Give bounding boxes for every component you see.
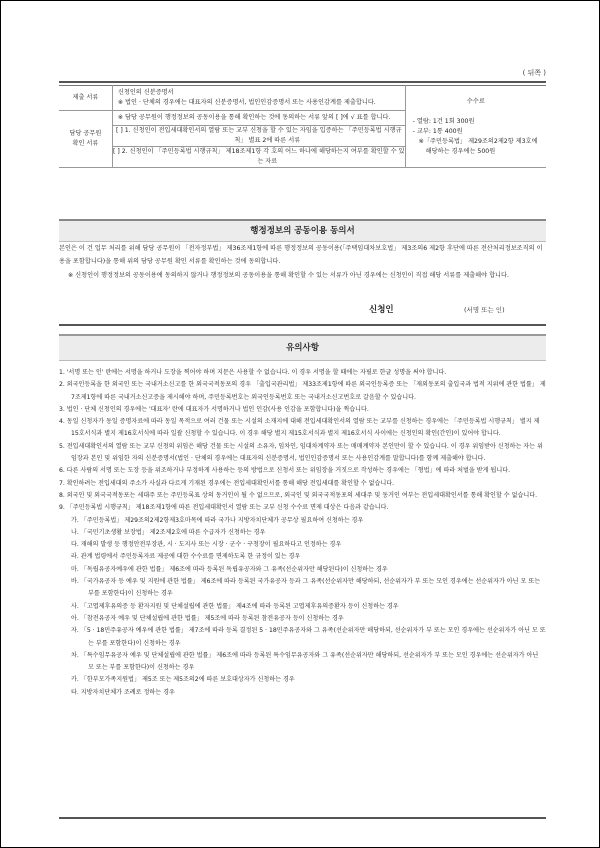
submit-docs-line1: 신청인의 신분증명서 [117, 89, 174, 96]
officer-doc-item-2-cell [112, 147, 405, 168]
officer-doc-item-2-checkbox[interactable]: [ ] [112, 148, 120, 155]
note-sub-item: 나. 「국민기초생활 보장법」 제2조제2호에 따른 수급자가 신청하는 경우 [71, 528, 266, 536]
note-sub-item: 카. 「한부모가족지원법」 제5조 또는 제5조의2에 따른 보호대상자가 신청하는 경우 [71, 676, 295, 684]
officer-doc-item-1-line [113, 126, 405, 146]
notes-list [59, 367, 546, 699]
officer-doc-item-1-checkbox[interactable]: [ ] [116, 127, 123, 134]
applicant-label: 신청인 [369, 305, 394, 315]
note-item: 3. 법인 · 단체 신청인의 경우에는 '대표자' 란에 대표자가 서명하거나 법인 인감(사용 인감을 포함합니다)을 찍습니다. [59, 405, 369, 413]
note-sub-item: 아. 「참전유공자 예우 및 단체설립에 관한 법률」 제5조에 따라 등록된 참전유공자 등이 신청하는 경우 [71, 614, 344, 622]
bottom-divider [59, 817, 546, 819]
note-sub-item: 가. 「주민등록법」 제29조의2제2항제3호마목에 따라 국가나 지방자치단체가 공무상 필요하여 신청하는 경우 [71, 516, 364, 524]
fee-note: ※「주민등록법」 제29조의2제2항 제3호에 해당하는 경우에는 500원 [418, 137, 538, 155]
note-item: 7. 확인하려는 전입세대의 주소가 사실과 다르게 기재된 경우에는 전입세대확인서를 통해 해당 전입세대를 확인할 수 없습니다. [59, 479, 395, 487]
fee-title: 수수료 [466, 97, 485, 105]
officer-doc-item-1-text: 1. 신청인이 전입세대확인서의 열람 또는 교부 신청을 할 수 있는 자임을 입증하는 「주민등록법 시행규칙」 별표 2에 따른 서류 [124, 127, 402, 144]
consent-note: ※ 신청인이 행정정보의 공동이용에 동의하지 않거나 행정정보의 공동이용을 통해 확인할 수 있는 서류가 아닌 경우에는 신청인이 직접 해당 서류를 제출해야 합니다. [68, 272, 509, 279]
note-item: 1. '서명 또는 인' 란에는 서명을 하거나 도장을 찍어야 하며 지문은 사용할 수 없습니다. 이 경우 서명을 할 때에는 자필로 한글 성명을 써야 합니다. [59, 369, 447, 376]
submit-docs-note: ※ 법인 · 단체의 경우에는 대표자의 신분증명서, 법인인감증명서 또는 사용인감계를 제출합니다. [117, 99, 376, 106]
note-sub-item: 타. 지방자치단체가 조례로 정하는 경우 [71, 688, 175, 696]
notes-title: 유의사항 [59, 334, 546, 361]
note-sub-item: 차. 「특수임무유공자 예우 및 단체설립에 관한 법률」 제6조에 따라 등록된 특수임무유공자와 그 유족(선순위자만 해당하되, 선순위자가 부 또는 모인 경우에는 선순위자가 아닌 모 또는 부를 포함한다)이 신청하는 경우 [71, 651, 539, 672]
officer-doc-item-1-cell [112, 126, 405, 147]
note-item: 5. 전입세대확인서의 열람 또는 교부 신청의 위임은 해당 건물 또는 시설의 소유자, 임차인, 임대차계약자 또는 매매계약자 본인만이 할 수 있습니다. 이 경우 위임받아 신청하는 자는 위임장과 본인 및 위임한 자의 신분증명서(법인 · 단체의 경우에는 대표자의 신분증명서, 법인인감증명서 또는 사용인감계를 말합니다)를 함께 제출해야 합니다. [59, 442, 543, 463]
signature-field[interactable]: (서명 또는 인) [464, 306, 505, 314]
submit-docs-content [112, 86, 405, 111]
consent-bottom-divider [59, 324, 546, 326]
consent-title: 행정정보의 공동이용 동의서 [59, 219, 546, 242]
note-sub-item: 라. 관계 법령에서 주민등록자료 제공에 대한 수수료를 면제하도록 한 규정이 있는 경우 [71, 553, 301, 561]
submit-docs-row [59, 86, 546, 111]
note-sub-item: 다. 재해의 발생 등 행정안전부장관, 시 · 도지사 또는 시장 · 군수 · 구청장이 필요하다고 인정하는 경우 [71, 541, 342, 549]
note-item: 9. 「주민등록법 시행규칙」 제18조제1항에 따른 전입세대확인서 열람 또는 교부 신청 수수료 면제 대상은 다음과 같습니다. [59, 504, 389, 512]
fee-issue: - 교부: 1통 400원 [412, 127, 463, 135]
note-sub-item: 사. 「고엽제후유의증 등 환자지원 및 단체설립에 관한 법률」 제4조에 따라 등록된 고엽제후유의증환자 등이 신청하는 경우 [71, 602, 399, 610]
officer-docs-label [59, 111, 112, 168]
officer-doc-item-2-line [113, 147, 405, 167]
submit-docs-label: 제출 서류 [59, 86, 112, 111]
note-sub-item: 마. 「독립유공자예우에 관한 법률」 제6조에 따라 등록된 독립유공자와 그 유족(선순위자만 해당된다)이 신청하는 경우 [71, 565, 388, 573]
back-side-label: ( 뒤쪽 ) [522, 69, 546, 77]
note-item: 8. 외국인 및 외국국적동포는 세대주 또는 주민등록표 상의 동거인이 될 수 없으므로, 외국인 및 외국국적동포의 세대주 및 동거인 여부는 전입세대확인서를 통해 확인할 수 없습니다. [59, 491, 538, 499]
note-item: 4. 동일 신청자가 동일 증명자료에 따라 동일 목적으로 여러 건물 또는 시설의 소재지에 대해 전입세대확인서의 열람 또는 교부를 신청하는 경우에는 「주민등록법 시행규칙」 별지 제15호서식과 별지 제16호서식에 따라 일괄 신청할 수 있습니다. 이 경우 해당 별지 제15호서식과 별지 제16호서식 사이에는 신청인의 확인(간인)이 있어야 합니다. [59, 418, 540, 438]
fee-view: - 열람: 1건 1회 300원 [412, 117, 475, 125]
officer-docs-instruction [112, 111, 405, 126]
officer-docs-label-line2: 확인 서류 [72, 140, 99, 147]
officer-doc-item-2-text: 2. 신청인이 「주민등록법 시행규칙」 제18조제1항 각 호의 어느 하나에 해당하는지 여부를 확인할 수 있는 자료 [121, 148, 405, 165]
consent-section [59, 243, 546, 283]
consent-body-text: 본인은 이 건 업무 처리를 위해 담당 공무원이 「전자정부법」 제36조제1항에 따른 행정정보의 공동이용(「주택임대차보호법」 제3조의6 제2항 후단에 따른 전산처리정보조직의 이용을 포함합니다)을 통해 위의 담당 공무원 확인 서류를 확인하는 것에 동의합니다. [59, 245, 543, 265]
note-item: 6. 다른 사람의 서명 또는 도장 등을 위조하거나 부정하게 사용하는 등의 방법으로 신청서 또는 위임장을 거짓으로 작성하는 경우에는 「형법」에 따라 처벌을 받게 됩니다. [59, 467, 511, 475]
note-item: 2. 외국인등록을 한 외국인 또는 국내거소신고를 한 외국국적동포의 경우 「출입국관리법」 제33조제1항에 따른 외국인등록증 또는 「재외동포의 출입국과 법적 지위에 관한 법률」 제7조제1항에 따른 국내거소신고증을 제시해야 하며, 주민등록번호는 외국인등록번호 또는 국내거소신고번호로 갈음할 수 있습니다. [59, 381, 546, 401]
note-sub-item: 바. 「국가유공자 등 예우 및 지원에 관한 법률」 제6조에 따라 등록된 국가유공자 등과 그 유족(선순위자만 해당하되, 선순위자가 부 또는 모인 경우에는 선순위자가 아닌 모 또는 부를 포함한다)이 신청하는 경우 [71, 578, 541, 598]
fee-cell [405, 86, 546, 168]
officer-docs-label-line1: 담당 공무원 [69, 130, 102, 137]
documents-table [59, 85, 546, 168]
note-sub-item: 자. 「5 · 18민주유공자 예우에 관한 법률」 제7조에 따라 등록 결정된 5 · 18민주유공자와 그 유족(선순위자만 해당하되, 선순위자가 부 또는 모인 경우에는 선순위자가 아닌 모 또는 부를 포함한다)이 신청하는 경우 [71, 627, 546, 647]
top-divider [59, 81, 546, 83]
officer-docs-instruction-text: ※ 담당 공무원이 행정정보의 공동이용을 통해 확인하는 것에 동의하는 서류 앞의 [ ]에 √ 표를 합니다. [117, 114, 391, 121]
